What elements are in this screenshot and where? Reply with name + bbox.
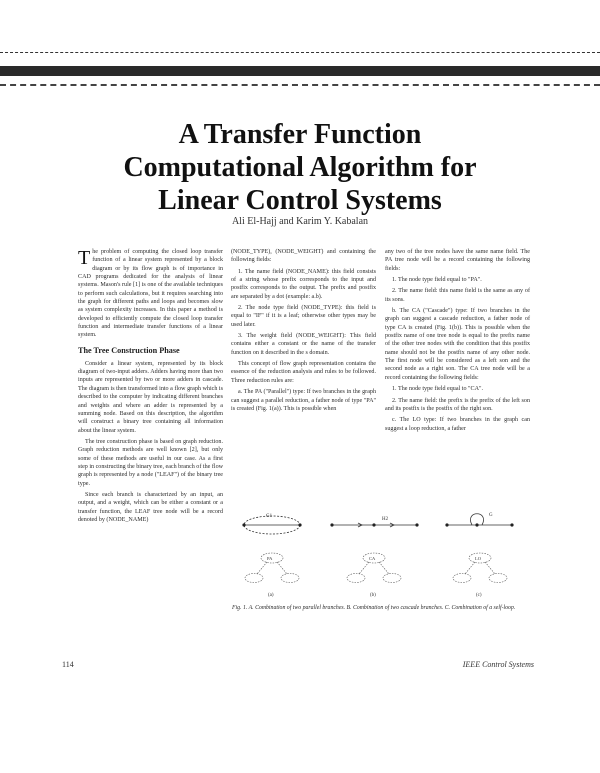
column-1 [78, 248, 223, 596]
header-band-bottom [0, 76, 600, 86]
paragraph: (NODE_TYPE), (NODE_WEIGHT) and containing the following fields: [231, 249, 376, 264]
paragraph: 3. The weight field (NODE_WEIGHT): This field contains either a constant or the name of the transfer function on it described in the s domain. [231, 333, 376, 356]
paragraph: b. The CA ("Cascade") type: If two branches in the graph can suggest a cascade reduction, a father node of type CA is created (Fig. 1(b)). This is possible when the postfix name of one tree node is equal to the prefix name of the other tree nodes with the condition that this postfix name should not be the postfix name of any other node. The first node will be considered as a left son and the second node as a right son. The CA tree node will be a record containing the following fields: [385, 308, 530, 381]
section-heading: The Tree Construction Phase [78, 345, 180, 355]
paragraph: 2. The node type field (NODE_TYPE): this field is equal to "IF" if it is a leaf; otherwise other types may be used later. [231, 305, 376, 328]
figure-caption: Fig. 1. A. Combination of two parallel branches. B. Combination of two cascade branches. C. Combination of a self-loop. [232, 605, 516, 611]
paragraph: 2. The name field: this name field is the same as any of its sons. [385, 288, 530, 303]
paragraph: Since each branch is characterized by an input, an output, and a weight, which can be either a constant or a transfer function, the LEAF tree node will be a record denoted by (NODE_NAME) [78, 491, 223, 523]
paragraph: 1. The node type field equal to "PA". [392, 277, 482, 284]
figure-graphic [232, 508, 530, 600]
tree-root-b: CA [369, 556, 376, 561]
subfigure-label-c: (c) [476, 593, 482, 598]
title-line-3: Linear Control Systems [158, 185, 442, 216]
column-2 [231, 248, 376, 503]
branch-weight-c: G [489, 513, 493, 518]
branch-weight-b: H2 [382, 517, 389, 522]
graph-node [510, 523, 513, 526]
subfigure-label-a: (a) [268, 593, 274, 598]
subfigure-label-b: (b) [370, 593, 376, 598]
paragraph: 1. The node type field equal to "CA". [392, 386, 484, 393]
paragraph: any two of the tree nodes have the same name field. The PA tree node will be a record containing the following fields: [385, 249, 530, 272]
page-number: 114 [62, 660, 74, 669]
paragraph: This concept of flow graph representation contains the essence of the reduction analysis and rules to be followed. Three reduction rules are: [231, 361, 376, 384]
graph-node [475, 523, 478, 526]
paragraph: Consider a linear system, represented by its block diagram of two-input adders. Adders having more than two inputs are represented by two or more adders in cascade. The diagram is then transformed into a flow graph which is described to the computer by indicating different branches and weights and where an adder is represented by a summing node. Based on this description, the algorithm will construct a binary tree containing all information about the linear system. [78, 360, 223, 434]
graph-node [415, 523, 418, 526]
graph-node [242, 523, 245, 526]
title-line-2: Computational Algorithm for [123, 152, 477, 183]
intro-text: he problem of computing the closed loop transfer function of a linear system represented by a block diagram or by its flow graph is of importance in CAD programs dedicated for the analysis of linear systems. Mason's rule [1] is one of the available techniques to perform such calculations, but it requires searching into the graph for different paths and loops and becomes slow as system complexity increases. In this paper a method is developed to efficiently compute the closed loop transfer function and intermediate transfer functions of a linear system. [78, 249, 223, 339]
graph-node [298, 523, 301, 526]
drop-cap: T [78, 247, 91, 269]
paragraph: 2. The name field: the prefix is the prefix of the left son and its postfix is the postfix of the right son. [385, 397, 530, 412]
tree-root-c: LO [475, 556, 481, 561]
paragraph: The tree construction phase is based on graph reduction. Graph reduction methods are well known [2], but only some of these methods are useful in our case. As a first step in constructing the binary tree, each branch of the flow graph is represented by a node ("LEAF") of the binary tree type. [78, 438, 224, 487]
column-3 [385, 248, 530, 503]
intro-paragraph [78, 248, 223, 340]
paragraph: c. The LO type: If two branches in the graph can suggest a loop reduction, a father [385, 417, 530, 432]
journal-name: IEEE Control Systems [462, 660, 534, 669]
flow-graph-c [447, 514, 512, 525]
title-line-1: A Transfer Function [178, 119, 422, 150]
paragraph: a. The PA ("Parallel") type: If two branches in the graph can suggest a parallel reduction, a father node of type "PA" is created (Fig. 1(a)). This is possible when [231, 389, 376, 412]
paragraph: 1. The name field (NODE_NAME): this field consists of a string whose prefix corresponds to the input and postfix corresponds to the output. The prefix and postfix are separated by a dot (example: a.b). [231, 268, 376, 300]
article-title [60, 118, 540, 217]
header-band-dark [0, 66, 600, 76]
authors: Ali El-Hajj and Karim Y. Kabalan [231, 216, 369, 227]
branch-weight-a: G1 [266, 514, 273, 519]
graph-node [445, 523, 448, 526]
tree-root-a: PA [267, 556, 273, 561]
graph-node [330, 523, 333, 526]
figure-1 [232, 508, 530, 600]
graph-node [372, 523, 375, 526]
